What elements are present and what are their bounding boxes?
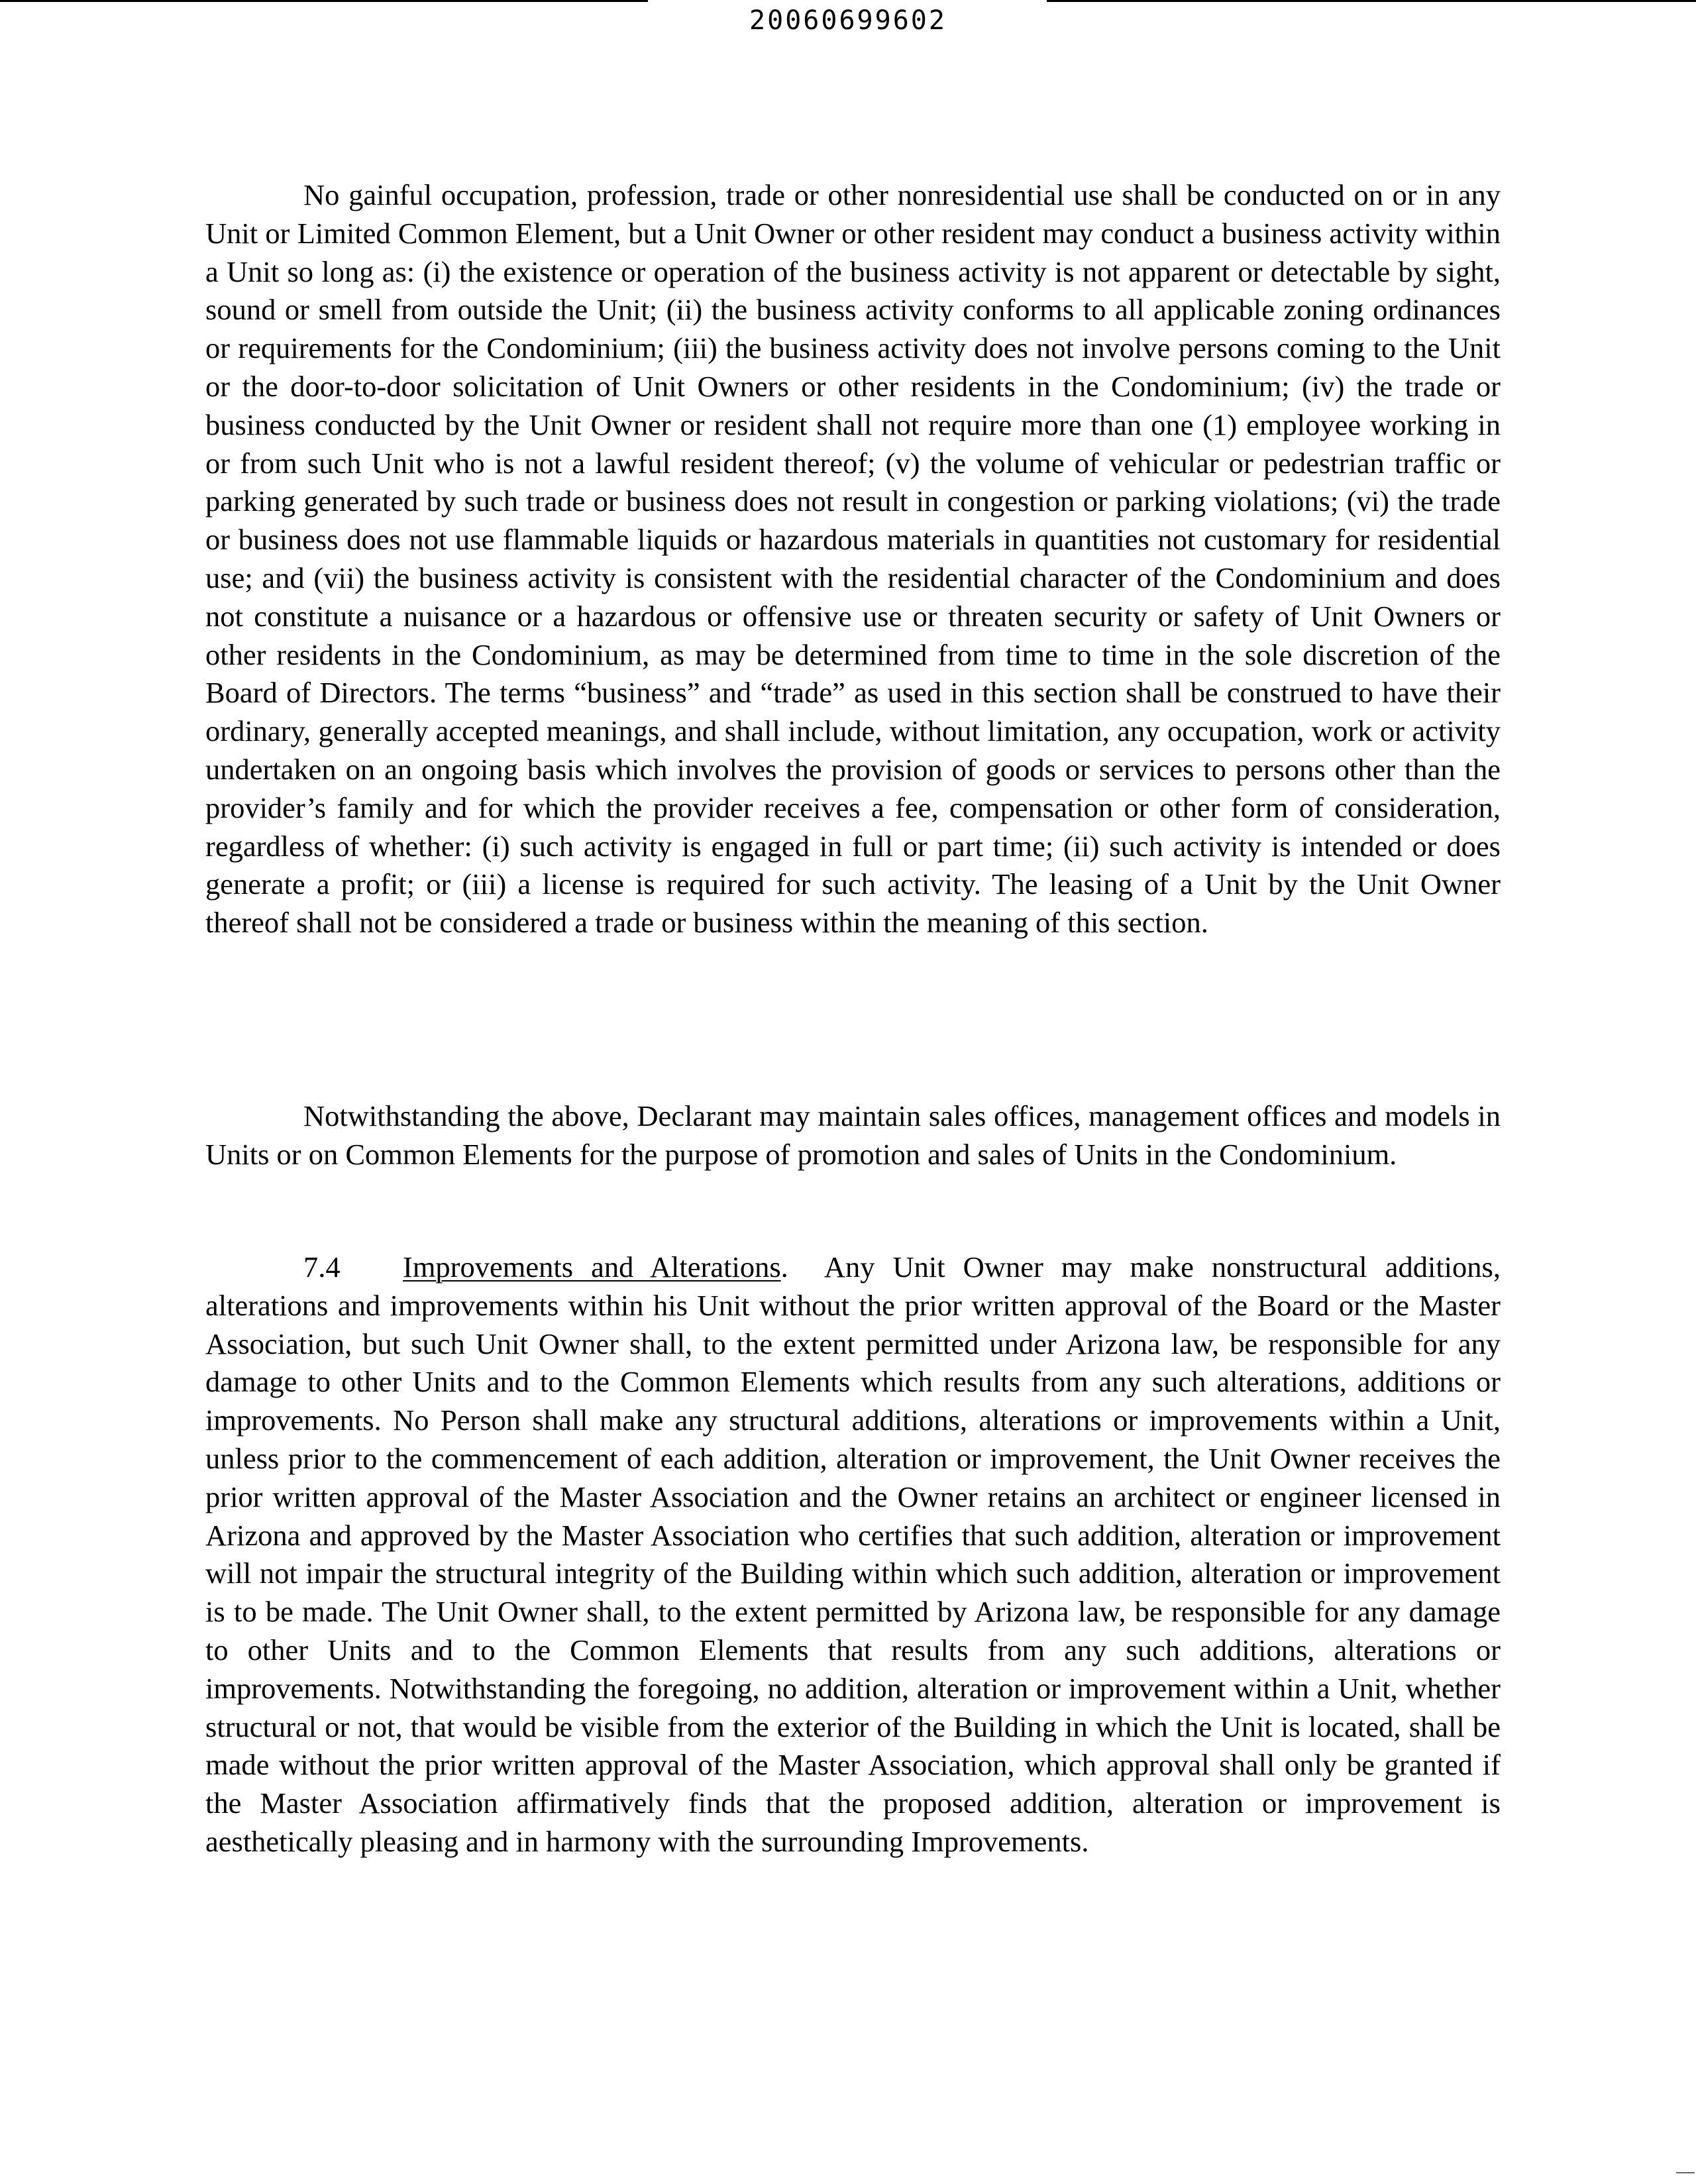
paragraph-business-use [205,176,1501,942]
section-number: 7.4 [303,1250,341,1283]
paragraph-declarant-offices-text: Notwithstanding the above, Declarant may maintain sales offices, management offices and models in Units or on Common Elements for the purpose of promotion and sales of Units in the Condominium. [205,1099,1501,1171]
section-7-4-text: Any Unit Owner may make nonstructural additions, alterations and improvements within his Unit without the prior written approval of the Board or the Master Association, but such Unit Owner shall, to the extent permitted under Arizona law, be responsible for any damage to other Units and to the Common Elements which results from any such alterations, additions or improvements. No Person shall make any structural additions, alterations or improvements within a Unit, unless prior to the commencement of each addition, alteration or improvement, the Unit Owner receives the prior written approval of the Master Association and the Owner retains an architect or engineer licensed in Arizona and approved by the Master Association who certifies that such addition, alteration or improvement will not impair the structural integrity of the Building within which such addition, alteration or improvement is to be made. The Unit Owner shall, to the extent permitted by Arizona law, be responsible for any damage to other Units and to the Common Elements that results from any such additions, alterations or improvements. Notwithstanding the foregoing, no addition, alteration or improvement within a Unit, whether structural or not, that would be visible from the exterior of the Building in which the Unit is located, shall be made without the prior written approval of the Master Association, which approval shall only be granted if the Master Association affirmatively finds that the proposed addition, alteration or improvement is aesthetically pleasing and in harmony with the surrounding Improvements. [205,1250,1501,1858]
section-7-4 [205,1248,1501,1861]
top-border-left [0,0,648,2]
top-border-right [1047,0,1696,2]
section-heading-punct: . [780,1250,788,1283]
scan-corner-mark [1676,2172,1695,2173]
section-heading: Improvements and Alterations [403,1250,781,1283]
document-number: 20060699602 [749,5,947,36]
paragraph-business-use-text: No gainful occupation, profession, trade or other nonresidential use shall be conducted on or in any Unit or Limited Common Element, but a Unit Owner or other resident may conduct a business activity within a Unit so long as: (i) the existence or operation of the business activity is not apparent or detectable by sight, sound or smell from outside the Unit; (ii) the business activity conforms to all applicable zoning ordinances or requirements for the Condominium; (iii) the business activity does not involve persons coming to the Unit or the door-to-door solicitation of Unit Owners or other residents in the Condominium; (iv) the trade or business conducted by the Unit Owner or resident shall not require more than one (1) employee working in or from such Unit who is not a lawful resident thereof; (v) the volume of vehicular or pedestrian traffic or parking generated by such trade or business does not result in congestion or parking violations; (vi) the trade or business does not use flammable liquids or hazardous materials in quantities not customary for residential use; and (vii) the business activity is consistent with the residential character of the Condominium and does not constitute a nuisance or a hazardous or offensive use or threaten security or safety of Unit Owners or other residents in the Condominium, as may be determined from time to time in the sole discretion of the Board of Directors. The terms “business” and “trade” as used in this section shall be construed to have their ordinary, generally accepted meanings, and shall include, without limitation, any occupation, work or activity undertaken on an ongoing basis which involves the provision of goods or services to persons other than the provider’s family and for which the provider receives a fee, compensation or other form of consideration, regardless of whether: (i) such activity is engaged in full or part time; (ii) such activity is intended or does generate a profit; or (iii) a license is required for such activity. The leasing of a Unit by the Unit Owner thereof shall not be considered a trade or business within the meaning of this section. [205,178,1501,940]
paragraph-declarant-offices [205,1097,1501,1174]
